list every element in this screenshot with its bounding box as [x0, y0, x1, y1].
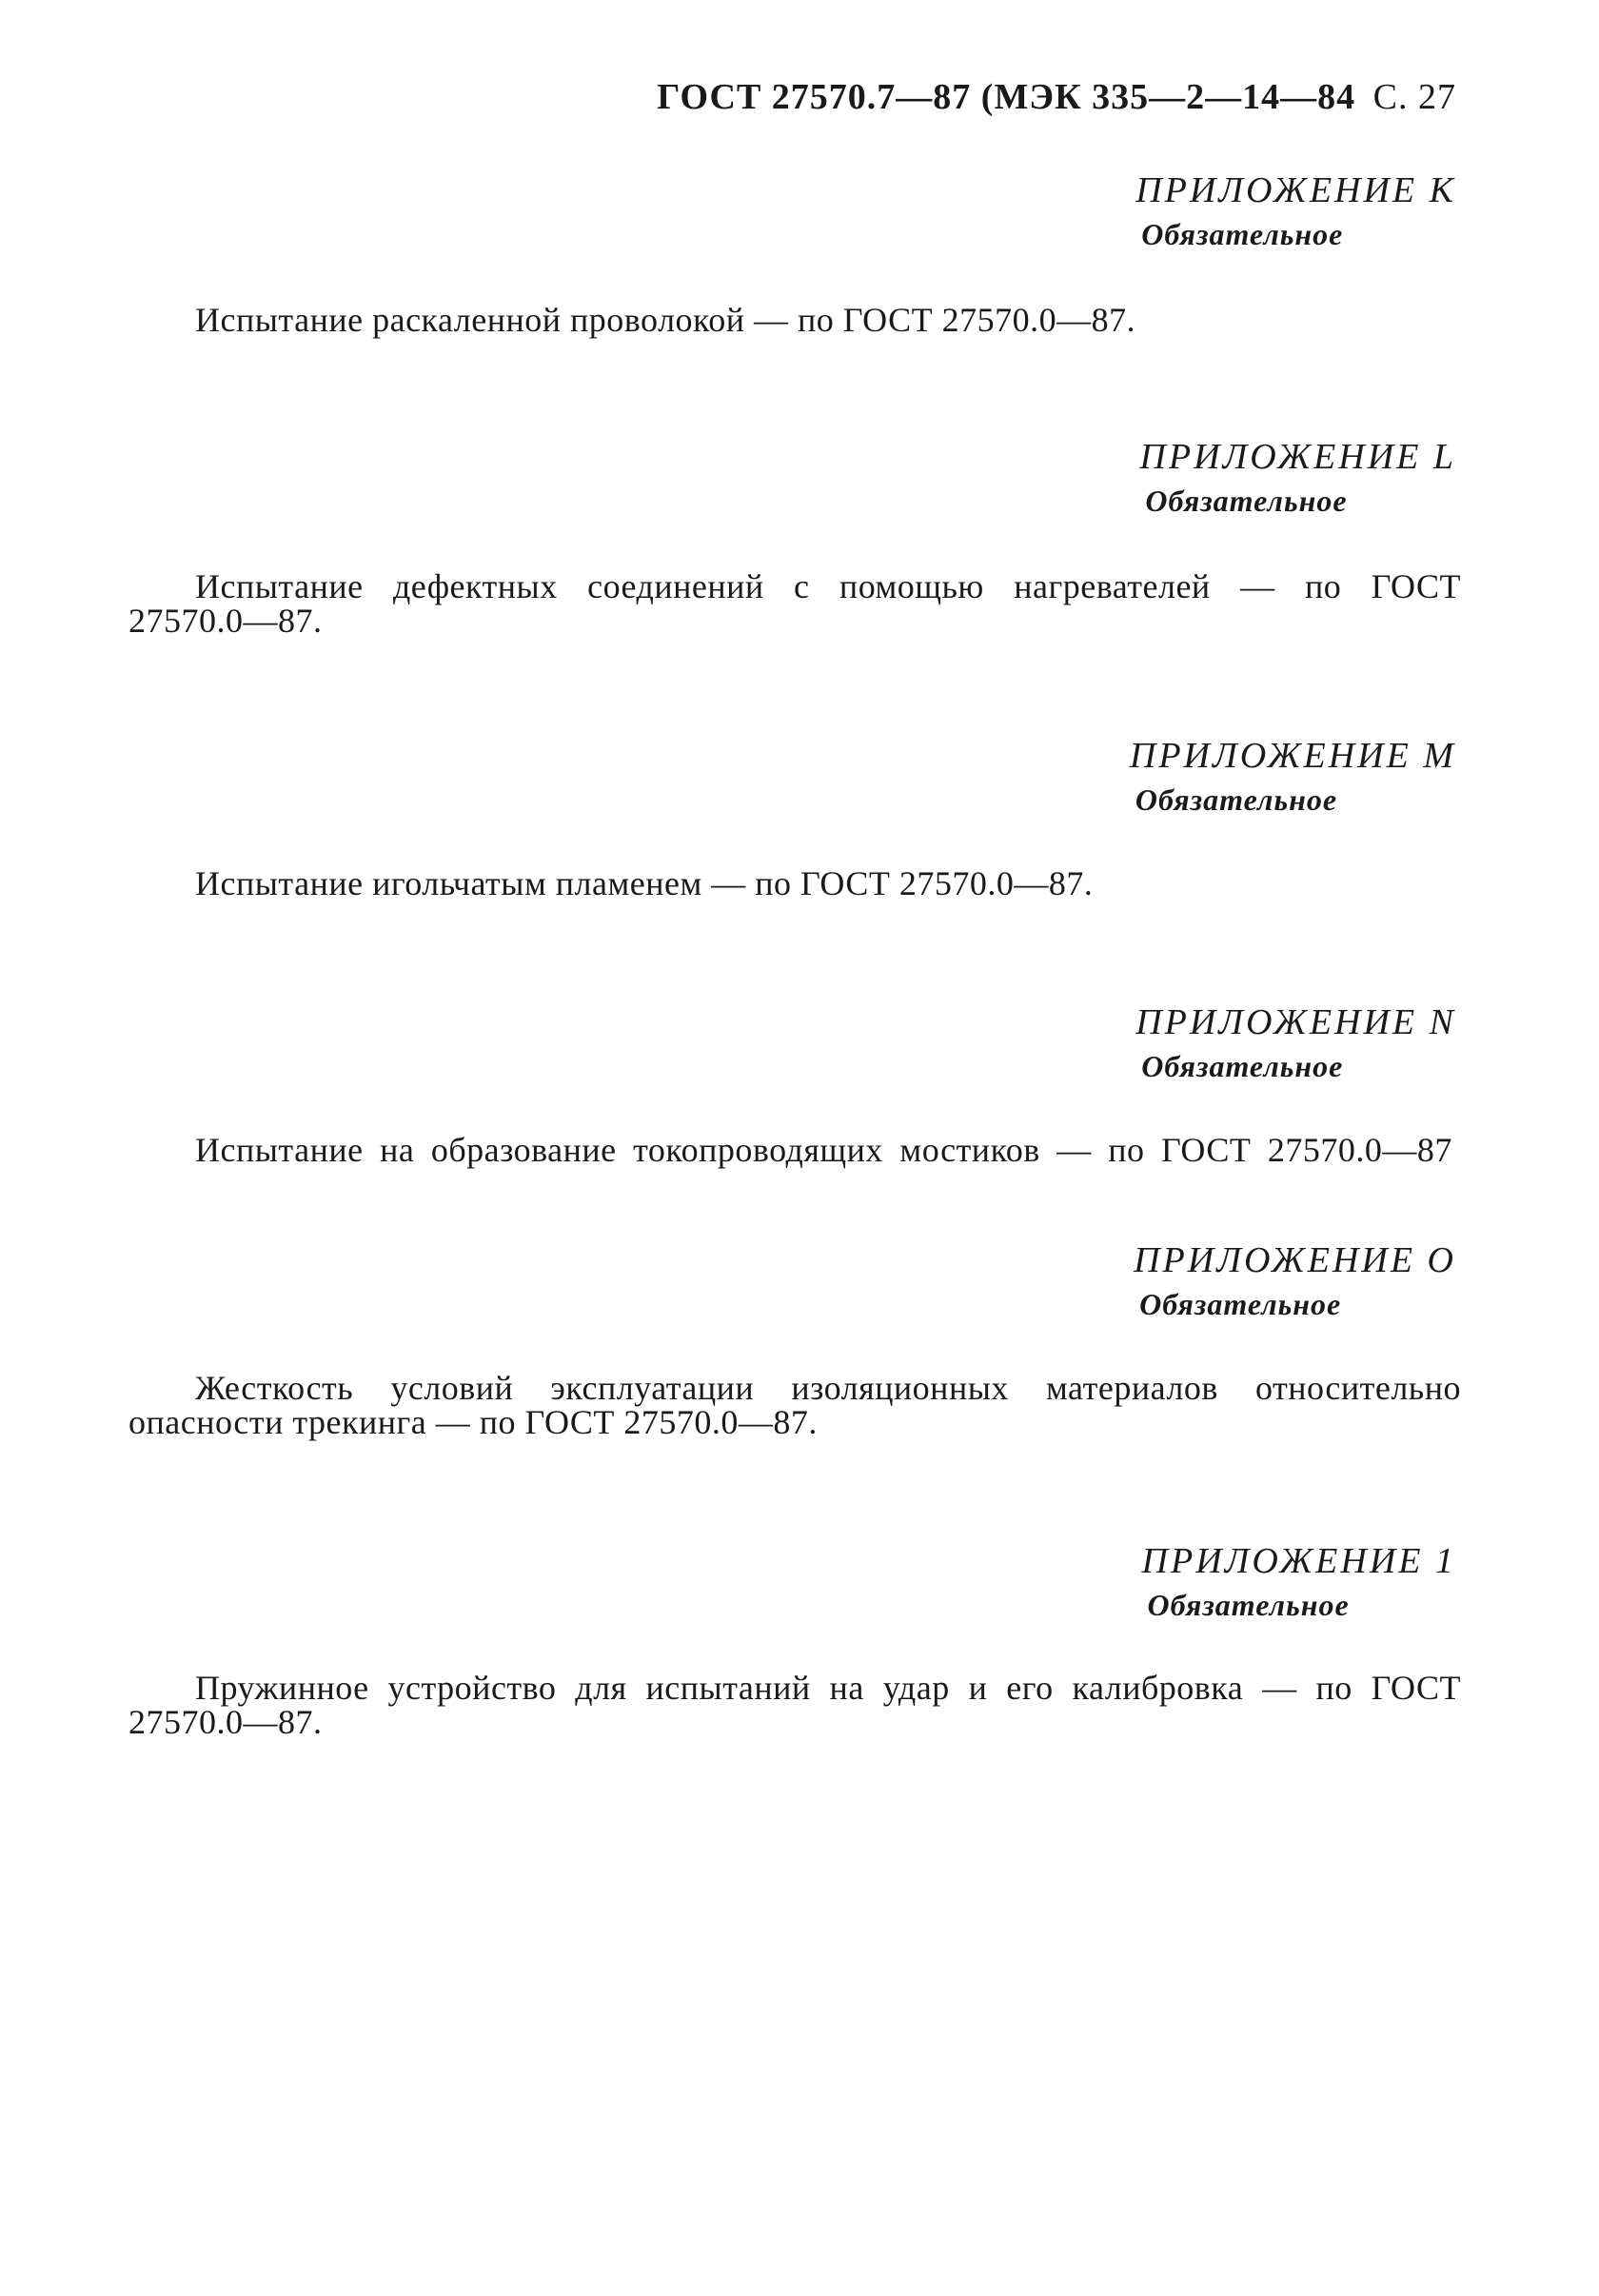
- appendix-status: Обязательное: [1141, 217, 1344, 251]
- appendix-status: Обязательное: [1135, 782, 1338, 817]
- appendix-title: ПРИЛОЖЕНИЕ M: [1129, 736, 1456, 776]
- appendix-n-heading: [1135, 1001, 1456, 1084]
- appendix-status: Обязательное: [1145, 484, 1348, 518]
- appendix-1-text: Пружинное устройство для испытаний на удар и его калибровка — по ГОСТ 27570.0—87.: [128, 1669, 1461, 1741]
- appendix-1-heading: [1142, 1540, 1456, 1623]
- appendix-status: Обязательное: [1139, 1287, 1342, 1321]
- appendix-status: Обязательное: [1147, 1588, 1350, 1622]
- appendix-l-text: Испытание дефектных соединений с помощью нагревателей — по ГОСТ 27570.0—87.: [128, 567, 1461, 640]
- appendix-title: ПРИЛОЖЕНИЕ 1: [1141, 1541, 1456, 1581]
- appendix-l-heading: [1139, 436, 1456, 519]
- appendix-title: ПРИЛОЖЕНИЕ K: [1135, 170, 1456, 210]
- appendix-title: ПРИЛОЖЕНИЕ O: [1134, 1240, 1456, 1280]
- appendix-o-heading: [1134, 1239, 1456, 1322]
- appendix-title: ПРИЛОЖЕНИЕ L: [1139, 437, 1456, 477]
- standard-code: ГОСТ 27570.7—87 (МЭК 335—2—14—84: [657, 77, 1356, 117]
- appendix-n-text: Испытание на образование токопроводящих мостиков — по ГОСТ 27570.0—87: [195, 1131, 1452, 1169]
- appendix-k-heading: [1135, 169, 1456, 252]
- appendix-m-text: Испытание игольчатым пламенем — по ГОСТ 27570.0—87.: [195, 864, 1094, 902]
- appendix-o-text: Жесткость условий эксплуатации изоляционных материалов относительно опасности трекинга — по ГОСТ 27570.0—87.: [128, 1369, 1461, 1441]
- appendix-title: ПРИЛОЖЕНИЕ N: [1135, 1002, 1456, 1042]
- appendix-k-text: Испытание раскаленной проволокой — по ГОСТ 27570.0—87.: [195, 301, 1136, 339]
- appendix-status: Обязательное: [1141, 1049, 1344, 1083]
- appendix-m-heading: [1130, 735, 1456, 818]
- page-header: [657, 76, 1456, 118]
- page-number: С. 27: [1372, 77, 1456, 117]
